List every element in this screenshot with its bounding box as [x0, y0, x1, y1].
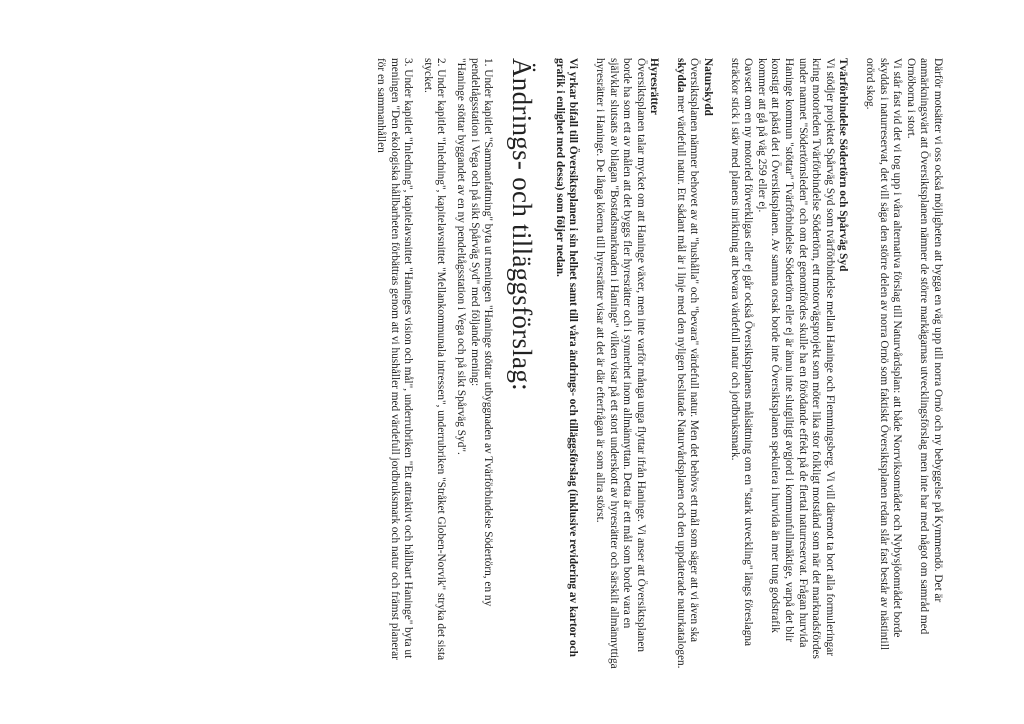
- naturskydd-emphasis: skydda: [674, 58, 687, 93]
- demand-statement: Vi yrkar bifall till Översiktsplanen i sin helhet samt till våra ändrings- och tilläggsförslag (inklusive revidering av kartor och grafik i enlighet med dessa) som följer nedan.: [553, 58, 580, 657]
- section-tvarforbindelse: [754, 58, 849, 670]
- hyresratter-paragraph: Översiktsplanen talar mycket om att Haninge växer, men inte varför många unga flyttar ifrån Haninge. Vi anser att Översiktsplanen borde ha som ett av målen att det byggs fler hyresrätter och i synnerhet inom allmännyttan. Detta är ett mål som borde vara en självklar slutsats av bilagan "Bostadsmarknaden i Haninge" vilken visar på ett stort underskott av hyresrätter och särskilt allmännyttiga hyresrätter i Haninge. De långa köerna till hyresrätter visar att det är där efterfrågan är som allra störst.: [593, 58, 647, 669]
- section-naturskydd: [673, 58, 714, 670]
- amendments-list: [373, 58, 494, 670]
- amendments-title: Ändrings- och tilläggsförslag:: [507, 58, 538, 391]
- naturskydd-text-pre: Översiktsplanen nämner behovet av att "hushålla" och "bevara" värdefull natur. Men det behövs ett mål som säger att vi även ska: [688, 58, 701, 643]
- naturskydd-text-post: mer värdefull natur. Ett sådant mål är i linje med den nyligen beslutade Naturvårdsplanen och den uppdaterade naturkatalogen.: [674, 92, 687, 669]
- intro-paragraph: Därför motsätter vi oss också möjligheten att bygga en väg upp till norra Ornö och ny bebyggelse på Kymmendö. Det är anmärkningsvärt att Översiktsplanen nämner de större markägarnas utvecklingsförslag men inte har med något om samråd med Ornöborna i stort.: [904, 58, 944, 635]
- amendment-quote: "Haninge stöttar byggandet av en ny pendeltågsstation i Vega och på sikt Spårväg Syd".: [454, 58, 467, 455]
- amendment-text: 1. Under kapitlet "Sammanfattning" byta ut meningen "Haninge stöttar utbyggnaden av Tvärförbindelse Södertörn, en ny pendeltågsstation i Vega och på sikt Spårväg Syd" med följande mening:: [468, 58, 495, 607]
- section-heading-hyresratter: Hyresrätter: [648, 58, 661, 115]
- document-body: [367, 58, 944, 670]
- intro-paragraph-2: Vi står fast vid det vi tog upp i våra alternativa förslag till Naturvårdsplan: att både Norrviksområdet och Nybysjöområdet borde skyddas i naturreservat, det vill säga den större delen av norra Ornö som faktiskt Översiktsplanen redan slår fast består av nästintill orörd skog.: [864, 58, 904, 650]
- tvarforbindelse-paragraph-1: Vi stödjer projektet Spårväg Syd som tvärförbindelse mellan Haninge och Flemmingsberg. Vi vill däremot ta bort alla formuleringar kring motorleden Tvärförbindelse Södertörn, ett motorvägsprojekt som möter lika stor folkligt motstånd som när det marknadsfördes under namnet "Södertörnsleden" och om det genomfördes skulle ha en förödande effekt på de flertal naturreservat. Frågan hurvida Haninge kommun "stöttar" Tvärförbindelse Södertörn eller ej är ännu inte slutgiltigt avgjord i kommunfullmäktige, varpå det blir konstigt att påstå det i Översiktsplanen. Av samma orsak borde inte Översiktsplanen spekulera i hurvida än mer tung godstrafik kommer att gå på väg 259 eller ej.: [755, 58, 836, 659]
- amendment-item: [373, 58, 414, 670]
- section-hyresratter: [592, 58, 660, 670]
- section-heading-naturskydd: Naturskydd: [702, 58, 715, 116]
- section-heading-tvarforbindelse: Tvärförbindelse Södertörn och Spårväg Syd: [837, 58, 850, 272]
- tvarforbindelse-paragraph-2: Oavsett om en ny motorled förverkligas eller ej går också Översiktsplanens målsättning om en "stark utveckling" längs föreslagna sträckor stick i stäv med planens inriktning att bevara värdefull natur och jordbruksmark.: [728, 58, 755, 647]
- amendment-item: [420, 58, 447, 670]
- amendment-text: 3. Under kapitlet "Inledning", kapitelavsnittet "Haninges vision och mål", underrubriken "Ett attraktivt och hållbart Haninge" byta ut meningen "Den ekologiska hållbarheten förbättras genom att vi hushåller med värdefull jordbruksmark och natur och främst planerar för en sammanhållen: [375, 58, 415, 660]
- amendment-item: [453, 58, 494, 670]
- amendment-text: 2. Under kapitlet "Inledning", kapitelavsnittet "Mellankommunala intressen", underrubriken "Stråket Globen-Norvik" stryka det sista stycket.: [421, 58, 448, 661]
